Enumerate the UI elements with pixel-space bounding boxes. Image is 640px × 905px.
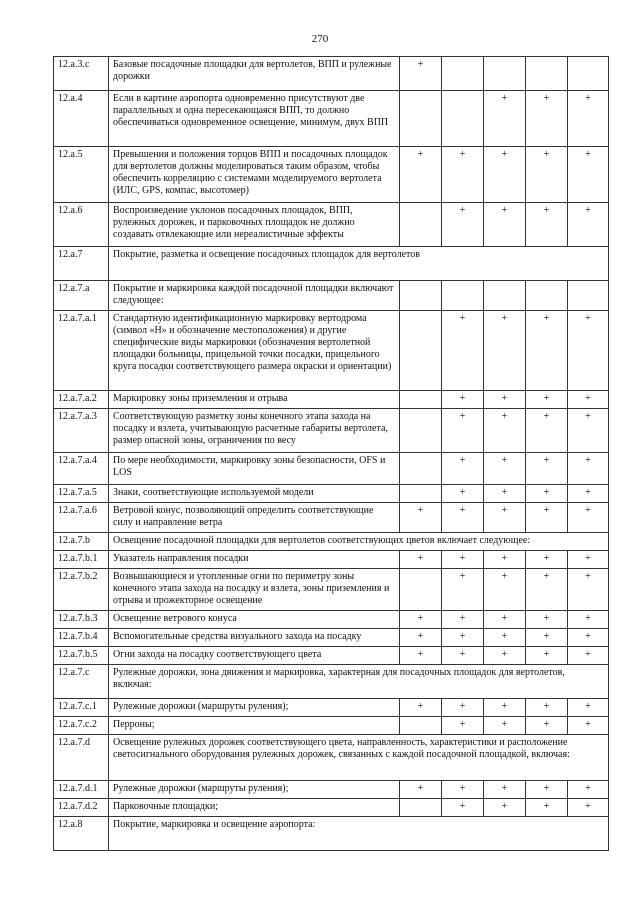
level-mark-5: + (568, 503, 609, 533)
level-mark-1: + (400, 611, 442, 629)
level-mark-4: + (526, 485, 568, 503)
table-row (54, 203, 609, 247)
level-mark-1 (400, 281, 442, 311)
table-row (54, 781, 609, 799)
row-code: 12.a.7.b.5 (54, 647, 109, 665)
level-mark-4: + (526, 91, 568, 147)
table-row (54, 717, 609, 735)
level-mark-5: + (568, 485, 609, 503)
level-mark-1: + (400, 147, 442, 203)
level-mark-5: + (568, 569, 609, 611)
row-code: 12.a.7.b.3 (54, 611, 109, 629)
requirements-table (53, 56, 609, 851)
table-row (54, 533, 609, 551)
level-mark-2: + (442, 453, 484, 485)
level-mark-1 (400, 311, 442, 391)
table-row (54, 91, 609, 147)
level-mark-5 (568, 57, 609, 91)
level-mark-1 (400, 409, 442, 453)
level-mark-4: + (526, 629, 568, 647)
level-mark-1: + (400, 781, 442, 799)
table-row (54, 485, 609, 503)
row-description: Покрытие и маркировка каждой посадочной площадки включают следующее: (109, 281, 400, 311)
level-mark-5: + (568, 717, 609, 735)
level-mark-2: + (442, 569, 484, 611)
level-mark-2: + (442, 147, 484, 203)
row-description: Если в картине аэропорта одновременно присутствуют две параллельных и одна пересекающаяся ВПП, то должно обеспечиваться одновременное освещение, минимум, двух ВПП (109, 91, 400, 147)
level-mark-4: + (526, 147, 568, 203)
level-mark-3: + (484, 453, 526, 485)
table-row (54, 503, 609, 533)
level-mark-2: + (442, 391, 484, 409)
row-description: Рулежные дорожки, зона движения и маркировка, характерная для посадочных площадок для вертолетов, включая: (109, 665, 609, 699)
row-code: 12.a.4 (54, 91, 109, 147)
row-code: 12.a.7.d.1 (54, 781, 109, 799)
level-mark-5 (568, 281, 609, 311)
level-mark-2: + (442, 717, 484, 735)
row-code: 12.a.3.c (54, 57, 109, 91)
table-row (54, 699, 609, 717)
row-code: 12.a.5 (54, 147, 109, 203)
level-mark-4: + (526, 391, 568, 409)
level-mark-3: + (484, 203, 526, 247)
level-mark-1 (400, 799, 442, 817)
level-mark-3: + (484, 629, 526, 647)
row-code: 12.a.7.a (54, 281, 109, 311)
level-mark-4: + (526, 551, 568, 569)
table-row (54, 311, 609, 391)
table-row (54, 453, 609, 485)
row-description: Рулежные дорожки (маршруты руления); (109, 781, 400, 799)
level-mark-3: + (484, 781, 526, 799)
level-mark-3: + (484, 699, 526, 717)
row-code: 12.a.6 (54, 203, 109, 247)
table-row (54, 569, 609, 611)
level-mark-2: + (442, 699, 484, 717)
table-row (54, 629, 609, 647)
table-row (54, 611, 609, 629)
level-mark-3: + (484, 551, 526, 569)
level-mark-5: + (568, 647, 609, 665)
level-mark-4 (526, 57, 568, 91)
level-mark-2 (442, 57, 484, 91)
row-description: Ветровой конус, позволяющий определить соответствующие силу и направление ветра (109, 503, 400, 533)
row-code: 12.a.7.d (54, 735, 109, 781)
table-row (54, 391, 609, 409)
level-mark-1: + (400, 699, 442, 717)
row-description: Маркировку зоны приземления и отрыва (109, 391, 400, 409)
level-mark-4: + (526, 717, 568, 735)
level-mark-4: + (526, 569, 568, 611)
level-mark-2: + (442, 311, 484, 391)
table-row (54, 147, 609, 203)
level-mark-2 (442, 91, 484, 147)
level-mark-5: + (568, 91, 609, 147)
level-mark-5: + (568, 781, 609, 799)
row-description: По мере необходимости, маркировку зоны безопасности, OFS и LOS (109, 453, 400, 485)
row-code: 12.a.7.b.4 (54, 629, 109, 647)
table-row (54, 281, 609, 311)
level-mark-1 (400, 569, 442, 611)
level-mark-3: + (484, 91, 526, 147)
level-mark-3: + (484, 409, 526, 453)
level-mark-1 (400, 391, 442, 409)
level-mark-2: + (442, 799, 484, 817)
level-mark-1 (400, 485, 442, 503)
row-description: Покрытие, разметка и освещение посадочных площадок для вертолетов (109, 247, 609, 281)
level-mark-4: + (526, 311, 568, 391)
row-description: Освещение ветрового конуса (109, 611, 400, 629)
level-mark-1: + (400, 551, 442, 569)
level-mark-5: + (568, 311, 609, 391)
table-row (54, 799, 609, 817)
level-mark-5: + (568, 551, 609, 569)
row-code: 12.a.7.c.2 (54, 717, 109, 735)
level-mark-2: + (442, 781, 484, 799)
row-code: 12.a.7.a.6 (54, 503, 109, 533)
level-mark-4: + (526, 647, 568, 665)
level-mark-5: + (568, 629, 609, 647)
row-code: 12.a.8 (54, 817, 109, 851)
level-mark-1 (400, 91, 442, 147)
level-mark-5: + (568, 799, 609, 817)
row-description: Огни захода на посадку соответствующего цвета (109, 647, 400, 665)
row-code: 12.a.7.b (54, 533, 109, 551)
level-mark-3 (484, 57, 526, 91)
row-code: 12.a.7.a.5 (54, 485, 109, 503)
row-code: 12.a.7.a.2 (54, 391, 109, 409)
level-mark-2: + (442, 409, 484, 453)
level-mark-3: + (484, 611, 526, 629)
level-mark-1: + (400, 57, 442, 91)
level-mark-4: + (526, 453, 568, 485)
level-mark-5: + (568, 391, 609, 409)
row-description: Знаки, соответствующие используемой модели (109, 485, 400, 503)
level-mark-4: + (526, 409, 568, 453)
level-mark-2: + (442, 611, 484, 629)
row-description: Базовые посадочные площадки для вертолетов, ВПП и рулежные дорожки (109, 57, 400, 91)
level-mark-1 (400, 717, 442, 735)
level-mark-5: + (568, 611, 609, 629)
level-mark-5: + (568, 453, 609, 485)
level-mark-4: + (526, 781, 568, 799)
level-mark-1: + (400, 647, 442, 665)
level-mark-2: + (442, 485, 484, 503)
level-mark-4: + (526, 699, 568, 717)
level-mark-1 (400, 203, 442, 247)
row-description: Вспомогательные средства визуального захода на посадку (109, 629, 400, 647)
row-code: 12.a.7 (54, 247, 109, 281)
table-row (54, 647, 609, 665)
table-row (54, 551, 609, 569)
level-mark-4: + (526, 203, 568, 247)
row-description: Рулежные дорожки (маршруты руления); (109, 699, 400, 717)
row-code: 12.a.7.c (54, 665, 109, 699)
table-row (54, 735, 609, 781)
level-mark-1: + (400, 629, 442, 647)
row-code: 12.a.7.d.2 (54, 799, 109, 817)
level-mark-4: + (526, 611, 568, 629)
row-code: 12.a.7.b.1 (54, 551, 109, 569)
row-description: Воспроизведение уклонов посадочных площадок, ВПП, рулежных дорожек, и парковочных площадок не должно создавать отвлекающие или нереалистичные эффекты (109, 203, 400, 247)
level-mark-1: + (400, 503, 442, 533)
row-description: Перроны; (109, 717, 400, 735)
row-description: Стандартную идентификационную маркировку вертодрома (символ «Н» и обозначение местоположения) и другие специфические виды маркировки (обозначения вертолетной площадки больницы, прицельной точки посадки, прицельного круга посадки соответствующего размера окраски и ориентации) (109, 311, 400, 391)
level-mark-2 (442, 281, 484, 311)
level-mark-3: + (484, 717, 526, 735)
table-row (54, 247, 609, 281)
row-description: Освещение посадочной площадки для вертолетов соответствующих цветов включает следующее: (109, 533, 609, 551)
level-mark-2: + (442, 551, 484, 569)
level-mark-3 (484, 281, 526, 311)
row-code: 12.a.7.a.4 (54, 453, 109, 485)
level-mark-5: + (568, 409, 609, 453)
row-description: Указатель направления посадки (109, 551, 400, 569)
table-row (54, 665, 609, 699)
level-mark-4 (526, 281, 568, 311)
row-description: Возвышающиеся и утопленные огни по периметру зоны конечного этапа захода на посадку и взлета, зоны приземления и отрыва и прожекторное освещение (109, 569, 400, 611)
page-number: 270 (311, 33, 329, 45)
level-mark-3: + (484, 485, 526, 503)
level-mark-3: + (484, 799, 526, 817)
table-row (54, 817, 609, 851)
level-mark-2: + (442, 503, 484, 533)
level-mark-3: + (484, 647, 526, 665)
row-code: 12.a.7.c.1 (54, 699, 109, 717)
level-mark-1 (400, 453, 442, 485)
row-code: 12.a.7.a.1 (54, 311, 109, 391)
level-mark-3: + (484, 311, 526, 391)
row-description: Освещение рулежных дорожек соответствующего цвета, направленность, характеристики и расположение светосигнального оборудования рулежных дорожек, связанных с каждой посадочной площадкой, включая: (109, 735, 609, 781)
row-description: Превышения и положения торцов ВПП и посадочных площадок для вертолетов должны моделироваться таким образом, чтобы обеспечить корреляцию с системами моделируемого вертолета (ИЛС, GPS, компас, высотомер) (109, 147, 400, 203)
table-row (54, 57, 609, 91)
level-mark-3: + (484, 569, 526, 611)
level-mark-5: + (568, 699, 609, 717)
row-code: 12.a.7.b.2 (54, 569, 109, 611)
row-description: Парковочные площадки; (109, 799, 400, 817)
level-mark-4: + (526, 503, 568, 533)
level-mark-3: + (484, 391, 526, 409)
level-mark-2: + (442, 203, 484, 247)
row-code: 12.a.7.a.3 (54, 409, 109, 453)
level-mark-5: + (568, 203, 609, 247)
level-mark-2: + (442, 647, 484, 665)
level-mark-4: + (526, 799, 568, 817)
level-mark-2: + (442, 629, 484, 647)
level-mark-3: + (484, 147, 526, 203)
row-description: Покрытие, маркировка и освещение аэропорта: (109, 817, 609, 851)
row-description: Соответствующую разметку зоны конечного этапа захода на посадку и взлета, учитывающую расчетные габариты вертолета, размер опасной зоны, ограничения по весу (109, 409, 400, 453)
table-row (54, 409, 609, 453)
level-mark-5: + (568, 147, 609, 203)
level-mark-3: + (484, 503, 526, 533)
